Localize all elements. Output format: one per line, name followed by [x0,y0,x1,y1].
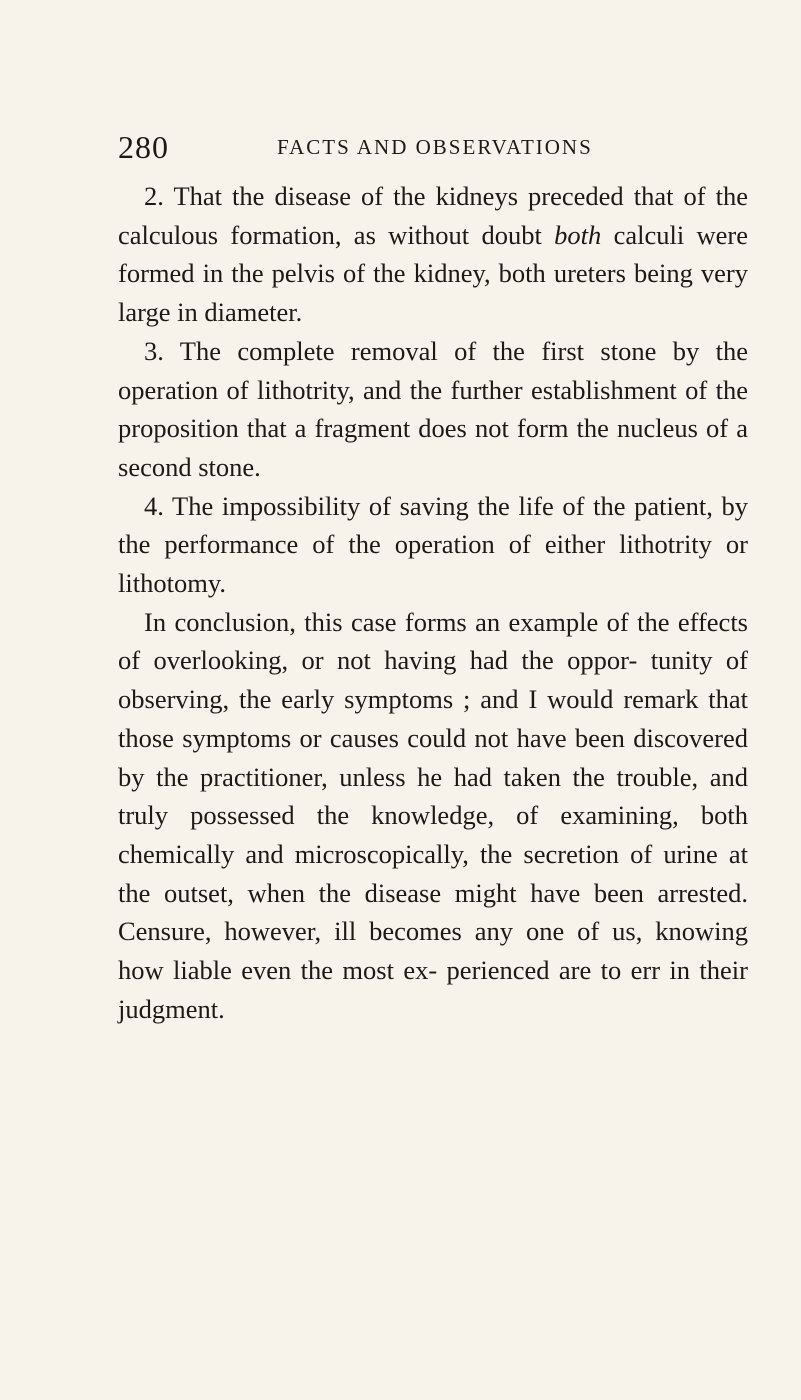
emphasis-both: both [554,219,602,250]
paragraph-conclusion-3: 3. The complete removal of the first stone by the operation of lithotrity, and the further establishment of the proposition that a fragment does not form the nucleus of a second stone. [118,335,748,482]
paragraph-conclusion-4: 4. The impossibility of saving the life of the patient, by the performance of the operation of either lithotrity or lithotomy. [118,490,748,599]
paragraph-2-text-before: 2. That the disease of the kidneys preceded that of the calculous formation, as without doubt [118,181,748,250]
paragraph-2-text-after: calculi were formed in the pelvis of the kidney, both ureters being very large in diameter. [118,219,748,328]
body-text [118,177,748,1028]
running-head-title: FACTS AND OBSERVATIONS [277,135,593,159]
paragraph-in-conclusion: In conclusion, this case forms an example of the effects of overlooking, or not having had the oppor- tunity of observing, the early symptoms ; and I would remark that those symptoms or causes could not have been discovered by the practitioner, unless he had taken the trouble, and truly possessed the knowledge, of examining, both chemically and microscopically, the secretion of urine at the outset, when the disease might have been arrested. Censure, however, ill becomes any one of us, knowing how liable even the most ex- perienced are to err in their judgment. [118,606,748,1024]
paragraph-conclusion-2 [118,177,748,332]
page-number: 280 [118,129,169,165]
running-head [118,127,738,167]
